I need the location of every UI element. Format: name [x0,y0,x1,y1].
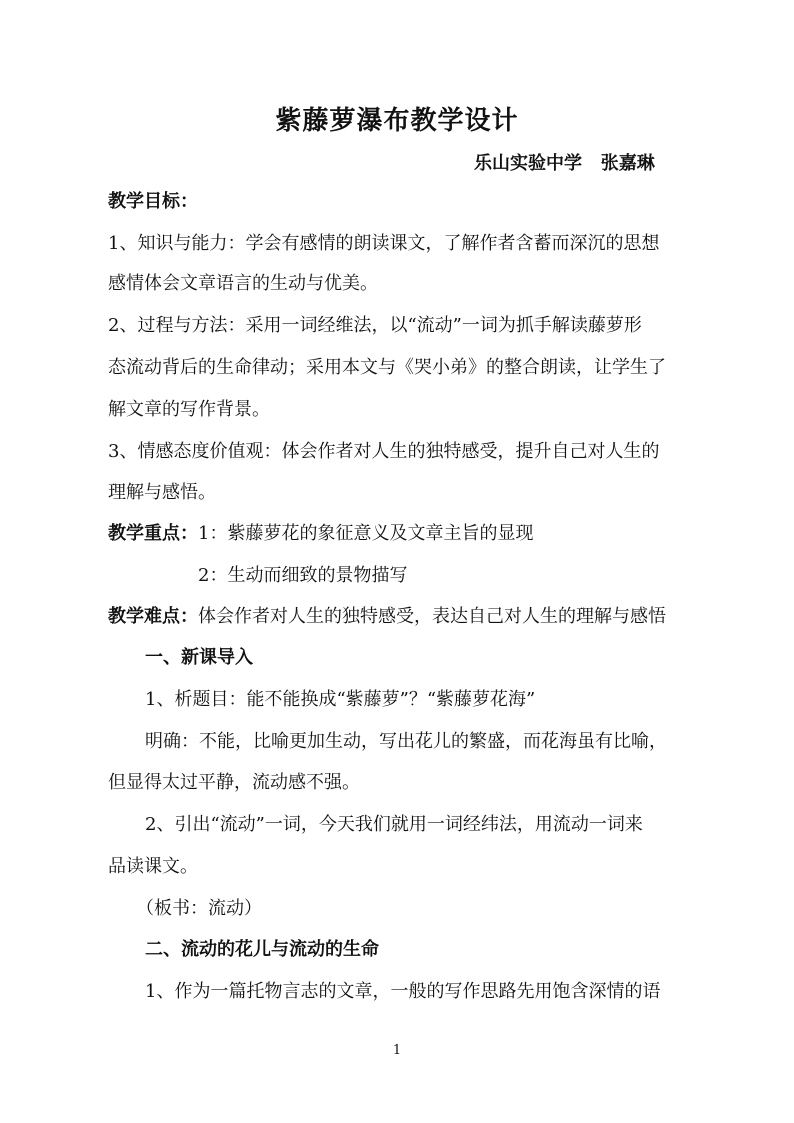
section-2-item-1: 1、作为一篇托物言志的文章，一般的写作思路先用饱含深情的语 [145,981,661,1002]
key-point-1: 1：紫藤萝花的象征意义及文章主旨的显现 [198,523,534,544]
section-1-item-1: 1、析题目：能不能换成“紫藤萝”？“紫藤萝花海” [145,689,536,710]
objective-2-line-3: 解文章的写作背景。 [108,399,270,420]
section-2-heading: 二、流动的花儿与流动的生命 [145,939,379,960]
difficulty-label: 教学难点： [108,606,198,627]
key-points-label: 教学重点： [108,523,198,544]
board-note: （板书：流动） [136,898,262,919]
section-1-heading: 一、新课导入 [145,647,253,668]
difficulty-text: 体会作者对人生的独特感受，表达自己对人生的理解与感悟 [198,606,666,627]
objective-1-line-2: 感情体会文章语言的生动与优美。 [108,273,378,294]
section-1-answer-line-2: 但显得太过平静，流动感不强。 [108,772,360,793]
objective-2-line-1: 2、过程与方法：采用一词经维法，以“流动”一词为抓手解读藤萝形 [108,315,642,336]
objective-1-line-1: 1、知识与能力：学会有感情的朗读课文，了解作者含蓄而深沉的思想 [108,233,660,254]
page-number: 1 [392,1043,402,1058]
document-title: 紫藤萝瀑布教学设计 [275,106,519,136]
key-points-line [108,522,688,546]
section-1-item-2-line-1: 2、引出“流动”一词，今天我们就用一词经纬法，用流动一词来 [145,814,643,835]
objective-3-line-1: 3、情感态度价值观：体会作者对人生的独特感受，提升自己对人生的 [108,441,660,462]
objective-2-line-2: 态流动背后的生命律动；采用本文与《哭小弟》的整合朗读，让学生了 [108,357,666,378]
author-line: 乐山实验中学 张嘉琳 [474,153,655,174]
section-1-answer-line-1: 明确：不能，比喻更加生动，写出花儿的繁盛，而花海虽有比喻， [145,731,667,752]
objective-3-line-2: 理解与感悟。 [108,482,216,503]
key-point-2: 2：生动而细致的景物描写 [198,565,408,586]
objectives-heading: 教学目标： [108,191,198,212]
section-1-item-2-line-2: 品读课文。 [108,856,198,877]
difficulty-line [108,605,688,629]
